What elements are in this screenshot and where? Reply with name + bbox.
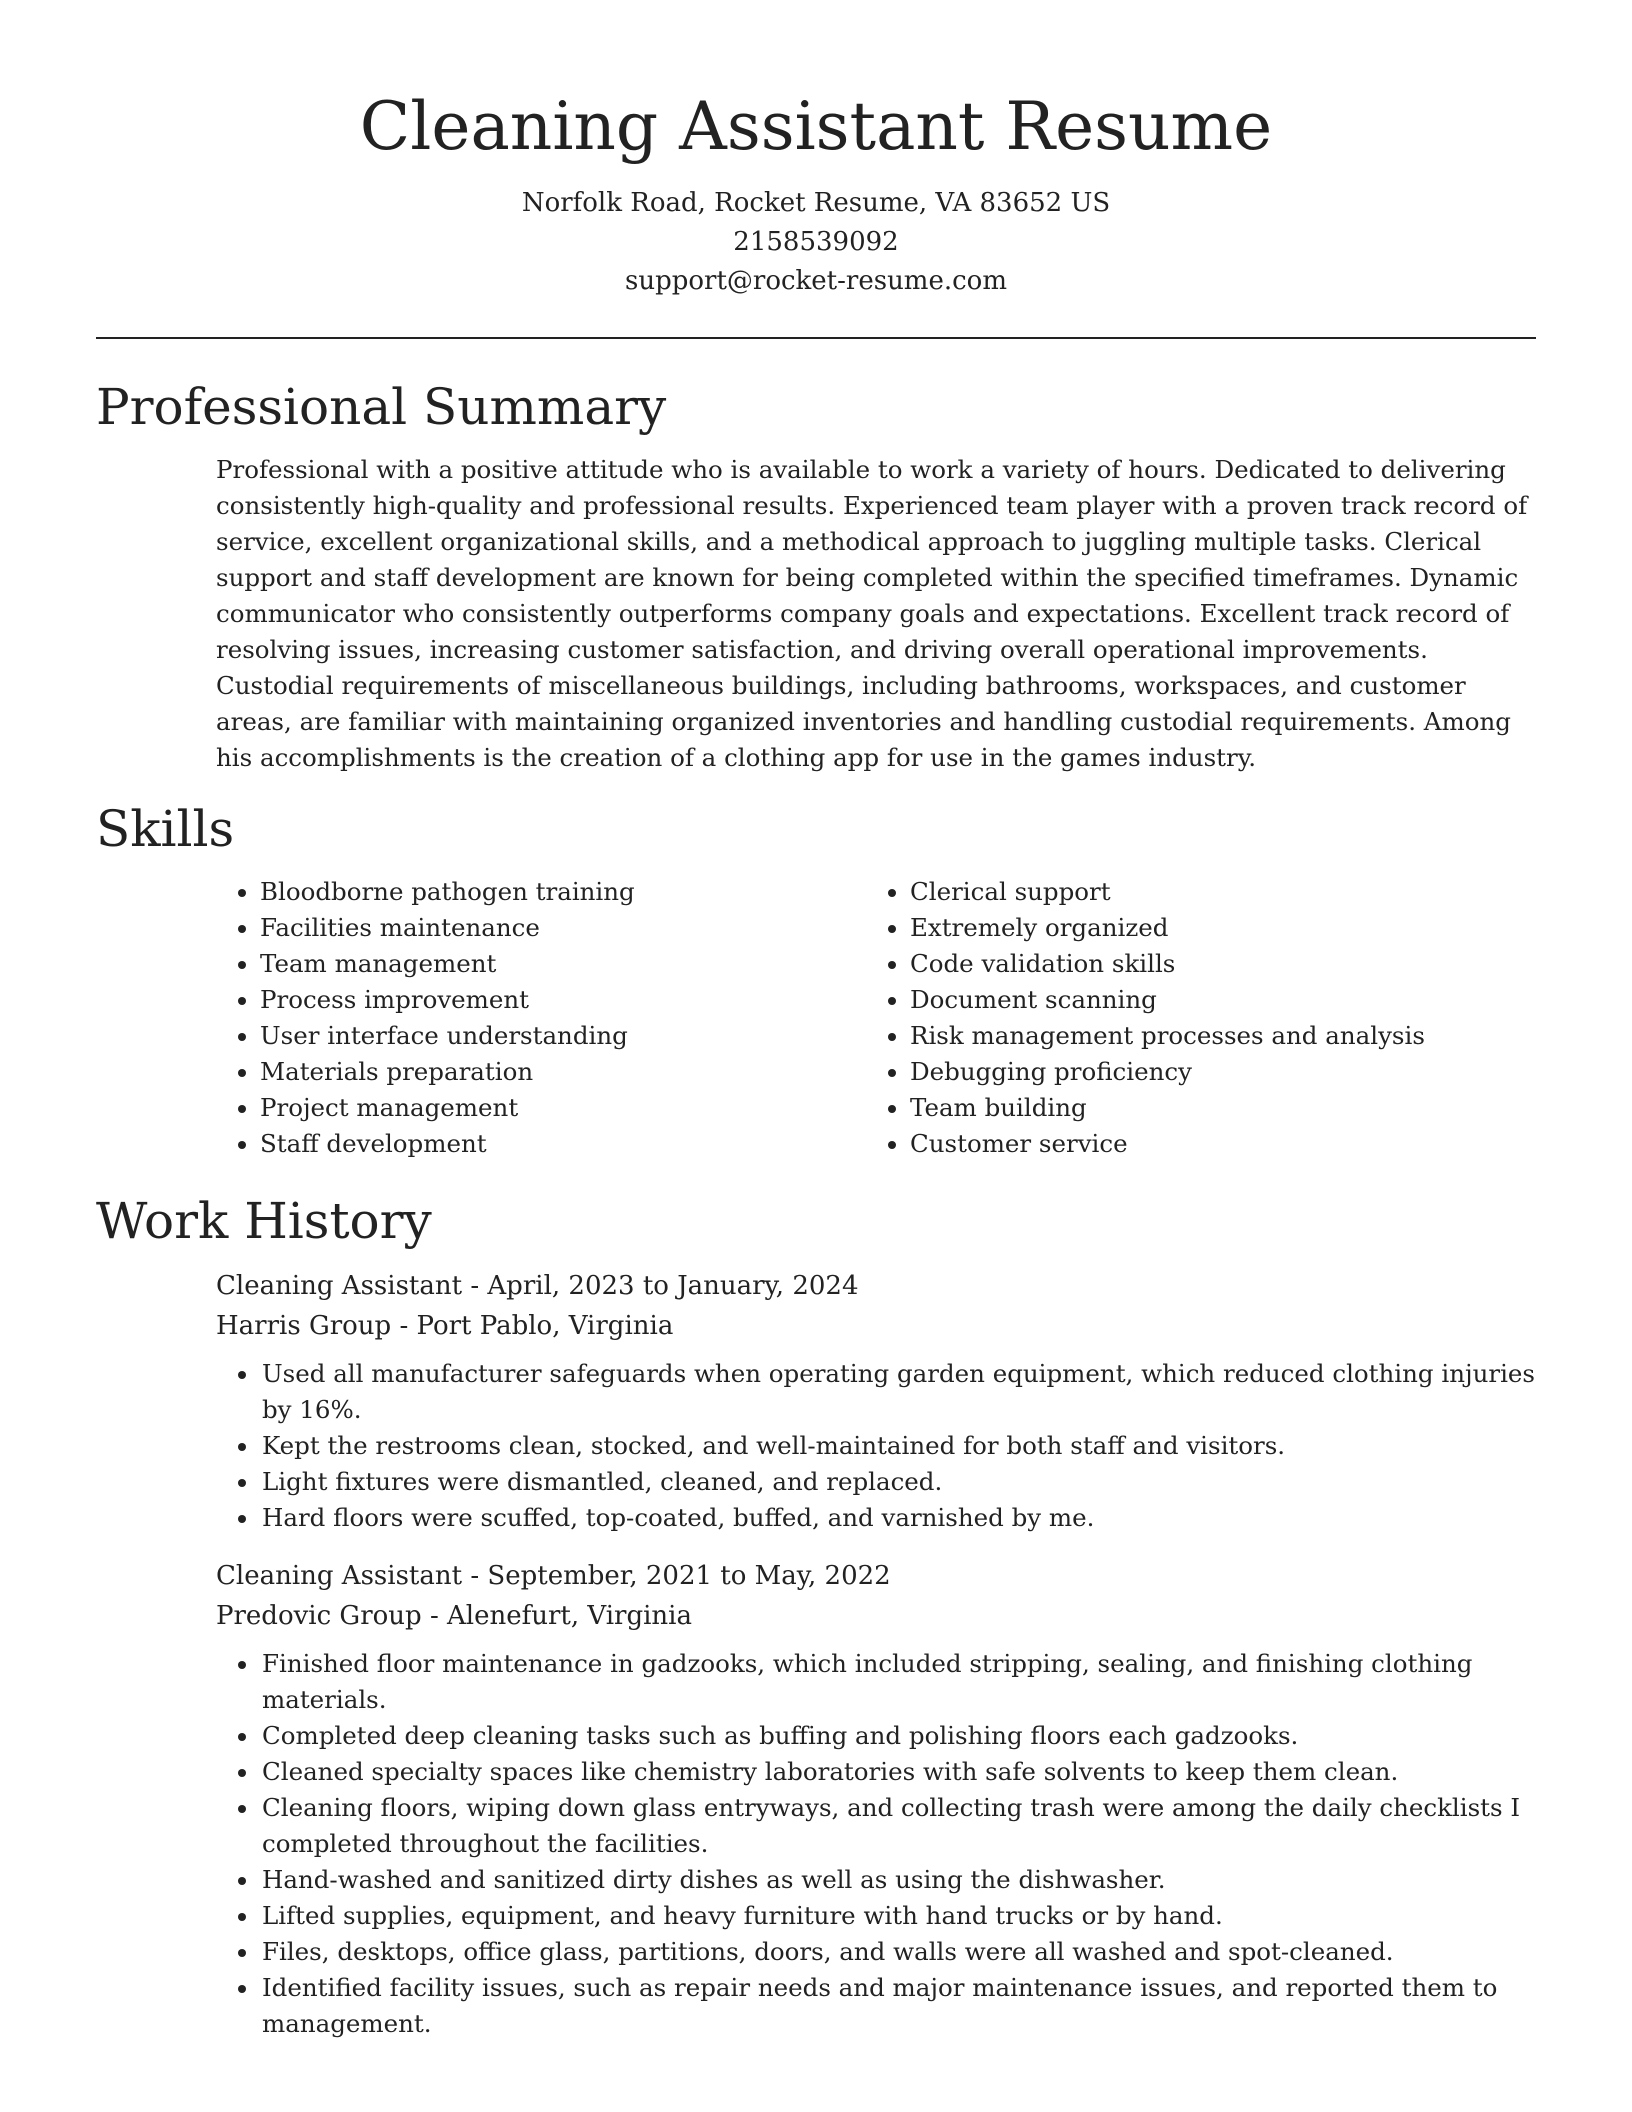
skills-column-right (866, 874, 1425, 1162)
skill-item: • Process improvement (260, 982, 866, 1018)
skill-item: • Bloodborne pathogen training (260, 874, 866, 910)
resume-title: Cleaning Assistant Resume (359, 88, 1273, 165)
skill-item: • Clerical support (910, 874, 1425, 910)
job-bullet: • Hard floors were scuffed, top-coated, buffed, and varnished by me. (260, 1500, 1536, 1536)
skill-item: • Debugging proficiency (910, 1054, 1425, 1090)
skill-item: • Materials preparation (260, 1054, 866, 1090)
job-bullet: • Kept the restrooms clean, stocked, and well-maintained for both staff and visitors. (260, 1428, 1536, 1464)
job-bullets (216, 1646, 1536, 2042)
summary-text: Professional with a positive attitude who is available to work a variety of hours. Dedicated to delivering consistently high-quality and professional results. Experienced team player with a proven track record of service, excellent organizational skills, and a methodical approach to juggling multiple tasks. Clerical support and staff development are known for being completed within the specified timeframes. Dynamic communicator who consistently outperforms company goals and expectations. Excellent track record of resolving issues, increasing customer satisfaction, and driving overall operational improvements. Custodial requirements of miscellaneous buildings, including bathrooms, workspaces, and customer areas, are familiar with maintaining organized inventories and handling custodial requirements. Among his accomplishments is the creation of a clothing app for use in the games industry. (216, 455, 1528, 772)
job-bullet: • Finished floor maintenance in gadzooks, which included stripping, sealing, and finishing clothing materials. (260, 1646, 1536, 1718)
contact-block (96, 184, 1536, 301)
skill-item: • Code validation skills (910, 946, 1425, 982)
job-location: Alenefurt, Virginia (447, 1601, 692, 1631)
job-dates: September, 2021 to May, 2022 (487, 1561, 891, 1591)
work-history-heading: Work History (96, 1192, 432, 1250)
job-bullet: • Hand-washed and sanitized dirty dishes as well as using the dishwasher. (260, 1862, 1536, 1898)
job-bullet: • Cleaning floors, wiping down glass entryways, and collecting trash were among the daily checklists I completed throughout the facilities. (260, 1790, 1536, 1862)
job-role: Cleaning Assistant (216, 1561, 463, 1591)
job-bullet: • Light fixtures were dismantled, cleaned, and replaced. (260, 1464, 1536, 1500)
skill-item: • Staff development (260, 1126, 866, 1162)
job-company: Harris Group (216, 1311, 392, 1341)
contact-email: support@rocket-resume.com (624, 266, 1007, 296)
job-company-line: Predovic Group - Alenefurt, Virginia (216, 1601, 692, 1631)
job-bullet: • Used all manufacturer safeguards when operating garden equipment, which reduced clothing injuries by 16%. (260, 1356, 1536, 1428)
job-bullets (216, 1356, 1536, 1536)
skills-list (216, 874, 1536, 1162)
job-company-line: Harris Group - Port Pablo, Virginia (216, 1311, 674, 1341)
job-bullet: • Completed deep cleaning tasks such as buffing and polishing floors each gadzooks. (260, 1718, 1536, 1754)
job-dates: April, 2023 to January, 2024 (487, 1271, 859, 1301)
job-entry (216, 1266, 1536, 1536)
skills-heading: Skills (96, 800, 235, 858)
skill-item: • Customer service (910, 1126, 1425, 1162)
skills-column-left (216, 874, 866, 1162)
skill-item: • Team management (260, 946, 866, 982)
job-role-line: Cleaning Assistant - September, 2021 to May, 2022 (216, 1561, 891, 1591)
contact-phone: 2158539092 (733, 227, 899, 257)
skill-item: • Document scanning (910, 982, 1425, 1018)
skill-item: • Extremely organized (910, 910, 1425, 946)
summary-heading: Professional Summary (96, 378, 667, 436)
job-entry (216, 1556, 1536, 2042)
job-role: Cleaning Assistant (216, 1271, 463, 1301)
job-location: Port Pablo, Virginia (416, 1311, 674, 1341)
job-bullet: • Lifted supplies, equipment, and heavy furniture with hand trucks or by hand. (260, 1898, 1536, 1934)
skill-item: • Risk management processes and analysis (910, 1018, 1425, 1054)
skill-item: • Project management (260, 1090, 866, 1126)
job-bullet: • Identified facility issues, such as repair needs and major maintenance issues, and reported them to management. (260, 1970, 1536, 2042)
skill-item: • User interface understanding (260, 1018, 866, 1054)
resume-header (96, 0, 1536, 301)
job-role-line: Cleaning Assistant - April, 2023 to January, 2024 (216, 1271, 859, 1301)
job-bullet: • Cleaned specialty spaces like chemistry laboratories with safe solvents to keep them clean. (260, 1754, 1536, 1790)
contact-address: Norfolk Road, Rocket Resume, VA 83652 US (521, 188, 1111, 218)
job-bullet: • Files, desktops, office glass, partitions, doors, and walls were all washed and spot-cleaned. (260, 1934, 1536, 1970)
skill-item: • Facilities maintenance (260, 910, 866, 946)
job-company: Predovic Group (216, 1601, 422, 1631)
skill-item: • Team building (910, 1090, 1425, 1126)
header-divider (96, 337, 1536, 339)
